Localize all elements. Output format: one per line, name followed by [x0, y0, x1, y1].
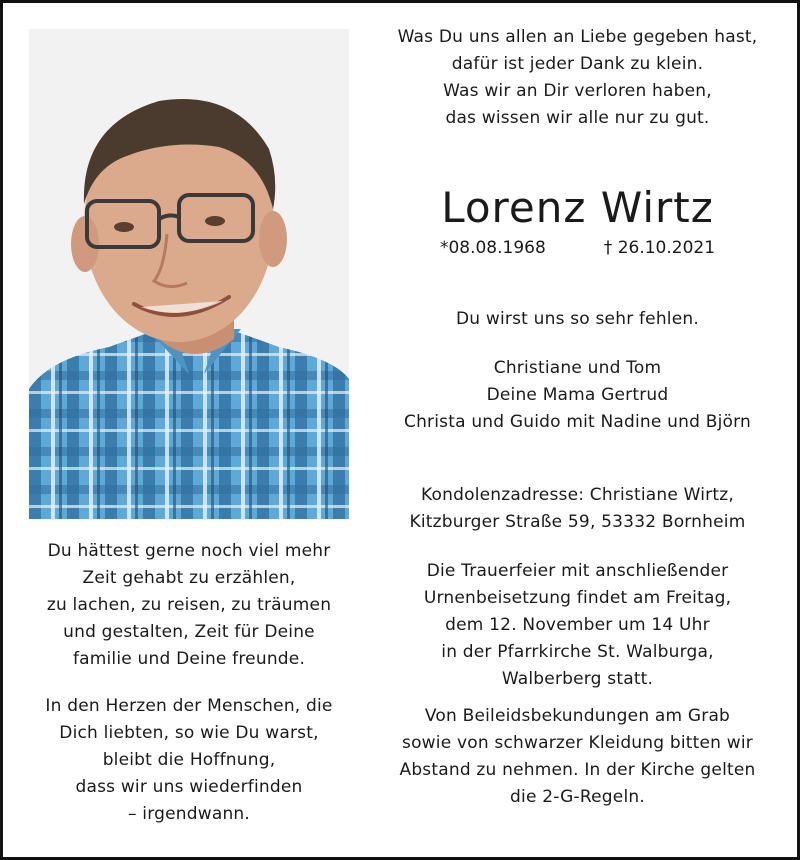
portrait-photo — [29, 29, 349, 519]
miss-line: Du wirst uns so sehr fehlen. — [456, 309, 699, 329]
poem-line: – irgendwann. — [127, 804, 250, 824]
poem-line: das wissen wir alle nur zu gut. — [445, 108, 710, 128]
funeral-line: Urnenbeisetzung findet am Freitag, — [423, 588, 732, 608]
birth-date: *08.08.1968 — [439, 238, 546, 258]
funeral-line: Walberberg statt. — [501, 669, 654, 689]
request-line: Von Beileidsbekundungen am Grab — [424, 706, 731, 726]
funeral-line: in der Pfarrkirche St. Walburga, — [441, 642, 714, 662]
memorial-poem-2 — [16, 693, 362, 828]
family-member: Christiane und Tom — [493, 358, 662, 378]
opening-poem — [370, 24, 785, 132]
poem-line: In den Herzen der Menschen, die — [45, 696, 333, 716]
memorial-poem-1 — [16, 538, 362, 673]
request-line: Abstand zu nehmen. In der Kirche gelten — [399, 760, 756, 780]
poem-line: Was wir an Dir verloren haben, — [443, 81, 712, 101]
poem-line: Dich liebten, so wie Du warst, — [59, 723, 319, 743]
poem-line: Zeit gehabt zu erzählen, — [82, 568, 296, 588]
request-line: die 2-G-Regeln. — [510, 787, 645, 807]
requests-note — [370, 703, 785, 811]
life-dates — [370, 236, 785, 260]
funeral-info — [370, 558, 785, 693]
left-text-column — [16, 538, 362, 828]
deceased-name: Lorenz Wirtz — [441, 183, 714, 232]
main-text-column — [370, 24, 785, 811]
request-line: sowie von schwarzer Kleidung bitten wir — [402, 733, 753, 753]
address-line: Kitzburger Straße 59, 53332 Bornheim — [409, 512, 746, 532]
portrait-illustration — [29, 29, 349, 519]
funeral-line: dem 12. November um 14 Uhr — [445, 615, 710, 635]
poem-line: und gestalten, Zeit für Deine — [63, 622, 315, 642]
poem-line: Du hättest gerne noch viel mehr — [47, 541, 331, 561]
poem-line: dafür ist jeder Dank zu klein. — [451, 54, 704, 74]
poem-line: bleibt die Hoffnung, — [102, 750, 276, 770]
condolence-address — [370, 482, 785, 536]
poem-line: zu lachen, zu reisen, zu träumen — [46, 595, 332, 615]
address-line: Kondolenzadresse: Christiane Wirtz, — [421, 485, 734, 505]
funeral-line: Die Trauerfeier mit anschließender — [426, 561, 729, 581]
death-date: † 26.10.2021 — [603, 238, 716, 258]
family-member: Deine Mama Gertrud — [486, 385, 669, 405]
poem-line: dass wir uns wiederfinden — [75, 777, 303, 797]
poem-line: familie und Deine freunde. — [72, 649, 306, 669]
family-member: Christa und Guido mit Nadine und Björn — [404, 412, 751, 432]
farewell-line — [370, 306, 785, 333]
family-list — [370, 355, 785, 436]
poem-line: Was Du uns allen an Liebe gegeben hast, — [397, 27, 758, 47]
